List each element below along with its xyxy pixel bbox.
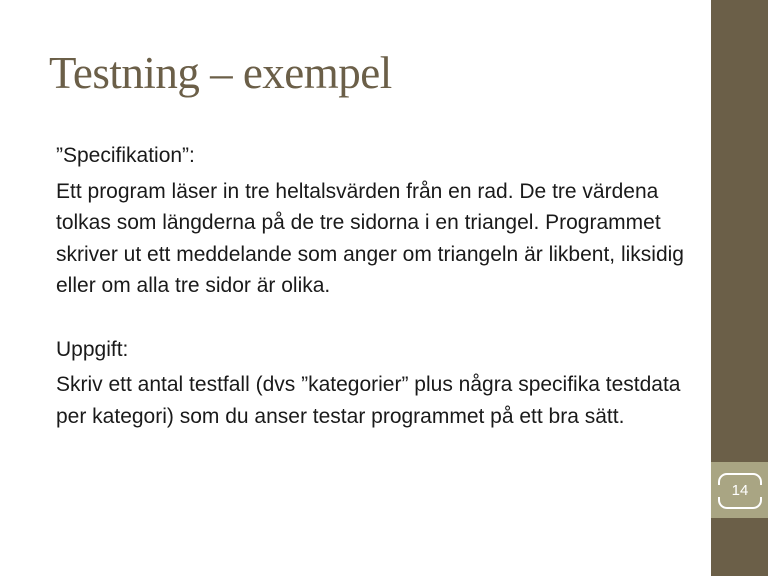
slide-title: Testning – exempel — [49, 48, 392, 98]
specification-text: Ett program läser in tre heltalsvärden från en rad. De tre värdena tolkas som längderna på de tre sidorna i en triangel. Programmet skriver ut ett meddelande som anger om triangeln är likbent, liksidig eller om alla tre sidor är olika. — [56, 179, 684, 297]
specification-label: ”Specifikation”: — [56, 144, 195, 167]
slide-body — [56, 140, 701, 432]
page-number: 14 — [731, 482, 749, 499]
page-number-frame — [718, 473, 762, 509]
task-text: Skriv ett antal testfall (dvs ”kategorier” plus några specifika testdata per kategori) som du anser testar programmet på ett bra sätt. — [56, 373, 681, 428]
task-label: Uppgift: — [56, 337, 129, 361]
